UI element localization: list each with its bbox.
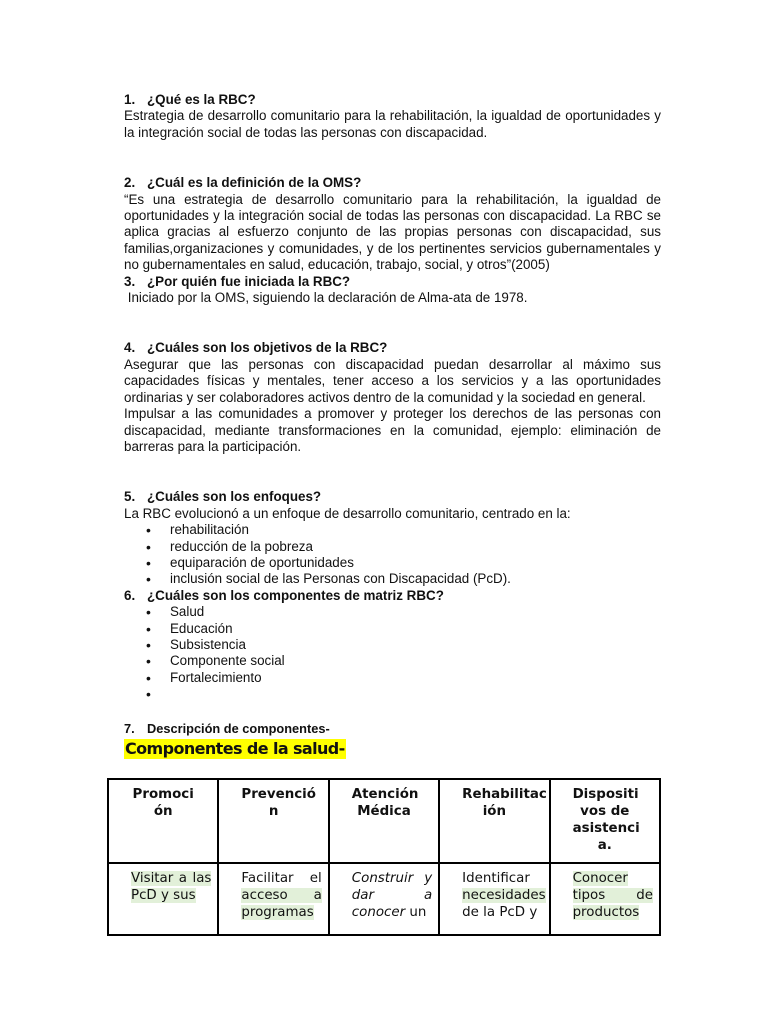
cell-prevencion: Facilitar el acceso a programas bbox=[218, 863, 328, 935]
cell-atencion-medica: Construir y dar a conocer un bbox=[329, 863, 439, 935]
list-item: • Fortalecimiento bbox=[146, 670, 661, 686]
question-1-title: 1. ¿Qué es la RBC? bbox=[124, 92, 256, 107]
list-item: • Educación bbox=[146, 621, 661, 637]
list-item: • rehabilitación bbox=[146, 522, 661, 538]
answer-1: Estrategia de desarrollo comunitario para la rehabilitación, la igualdad de oportunidades y la integración social de todas las personas con discapacidad. bbox=[124, 108, 661, 140]
question-5-title: 5. ¿Cuáles son los enfoques? bbox=[124, 489, 322, 505]
document-body bbox=[124, 92, 661, 759]
answer-5-intro: La RBC evolucionó a un enfoque de desarrollo comunitario, centrado en la: bbox=[124, 505, 571, 521]
approaches-list bbox=[124, 522, 661, 588]
list-item: • Salud bbox=[146, 604, 661, 620]
answer-4-paragraph-1: Asegurar que las personas con discapacidad puedan desarrollar al máximo sus capacidades físicas y mentales, tener acceso a los servicios y a las oportunidades ordinarias y ser colaboradores activos dentro de la comunidad y la sociedad en general. bbox=[124, 356, 661, 405]
list-item: • Componente social bbox=[146, 653, 661, 669]
question-2-title: 2. ¿Cuál es la definición de la OMS? bbox=[124, 175, 362, 191]
list-item: • reducción de la pobreza bbox=[146, 539, 661, 555]
answer-2: “Es una estrategia de desarrollo comunitario para la rehabilitación, la igualdad de oportunidades y la integración social de todas las personas con discapacidad. La RBC se aplica gracias al esfuerzo conjunto de las propias personas con discapacidad, sus familias,organizaciones y comunidades, y de los pertinentes servicios gubernamentales y no gubernamentales en salud, educación, trabajo, social, y otros”(2005) bbox=[124, 191, 661, 273]
header-rehabilitacion: Rehabilitac ión bbox=[439, 779, 549, 863]
cell-promocion: Visitar a las PcD y sus bbox=[108, 863, 218, 935]
header-promocion: Promoci ón bbox=[108, 779, 218, 863]
header-atencion-medica: Atención Médica bbox=[329, 779, 439, 863]
question-7-title: 7. Descripción de componentes- bbox=[124, 720, 330, 736]
question-4-title: 4. ¿Cuáles son los objetivos de la RBC? bbox=[124, 340, 388, 356]
list-item: • equiparación de oportunidades bbox=[146, 555, 661, 571]
answer-4-paragraph-2: Impulsar a las comunidades a promover y proteger los derechos de las personas con discapacidad, mediante transformaciones en la comunidad, ejemplo: eliminación de barreras para la participación. bbox=[124, 406, 661, 454]
question-3-title: 3. ¿Por quién fue iniciada la RBC? bbox=[124, 273, 351, 289]
health-components-heading: Componentes de la salud- bbox=[125, 738, 345, 758]
header-prevencion: Prevenció n bbox=[218, 779, 328, 863]
list-item: • inclusión social de las Personas con Discapacidad (PcD). bbox=[146, 571, 661, 587]
components-list bbox=[124, 604, 661, 702]
health-components-table bbox=[107, 778, 661, 936]
list-item bbox=[146, 686, 661, 702]
header-dispositivos: Dispositi vos de asistenci a. bbox=[550, 779, 660, 863]
cell-rehabilitacion: Identificar necesidades de la PcD y bbox=[439, 863, 549, 935]
answer-3: Iniciado por la OMS, siguiendo la declaración de Alma-ata de 1978. bbox=[124, 290, 528, 306]
list-item: • Subsistencia bbox=[146, 637, 661, 653]
cell-dispositivos: Conocer tipos de productos bbox=[550, 863, 660, 935]
question-6-title: 6. ¿Cuáles son los componentes de matriz RBC? bbox=[124, 587, 444, 603]
